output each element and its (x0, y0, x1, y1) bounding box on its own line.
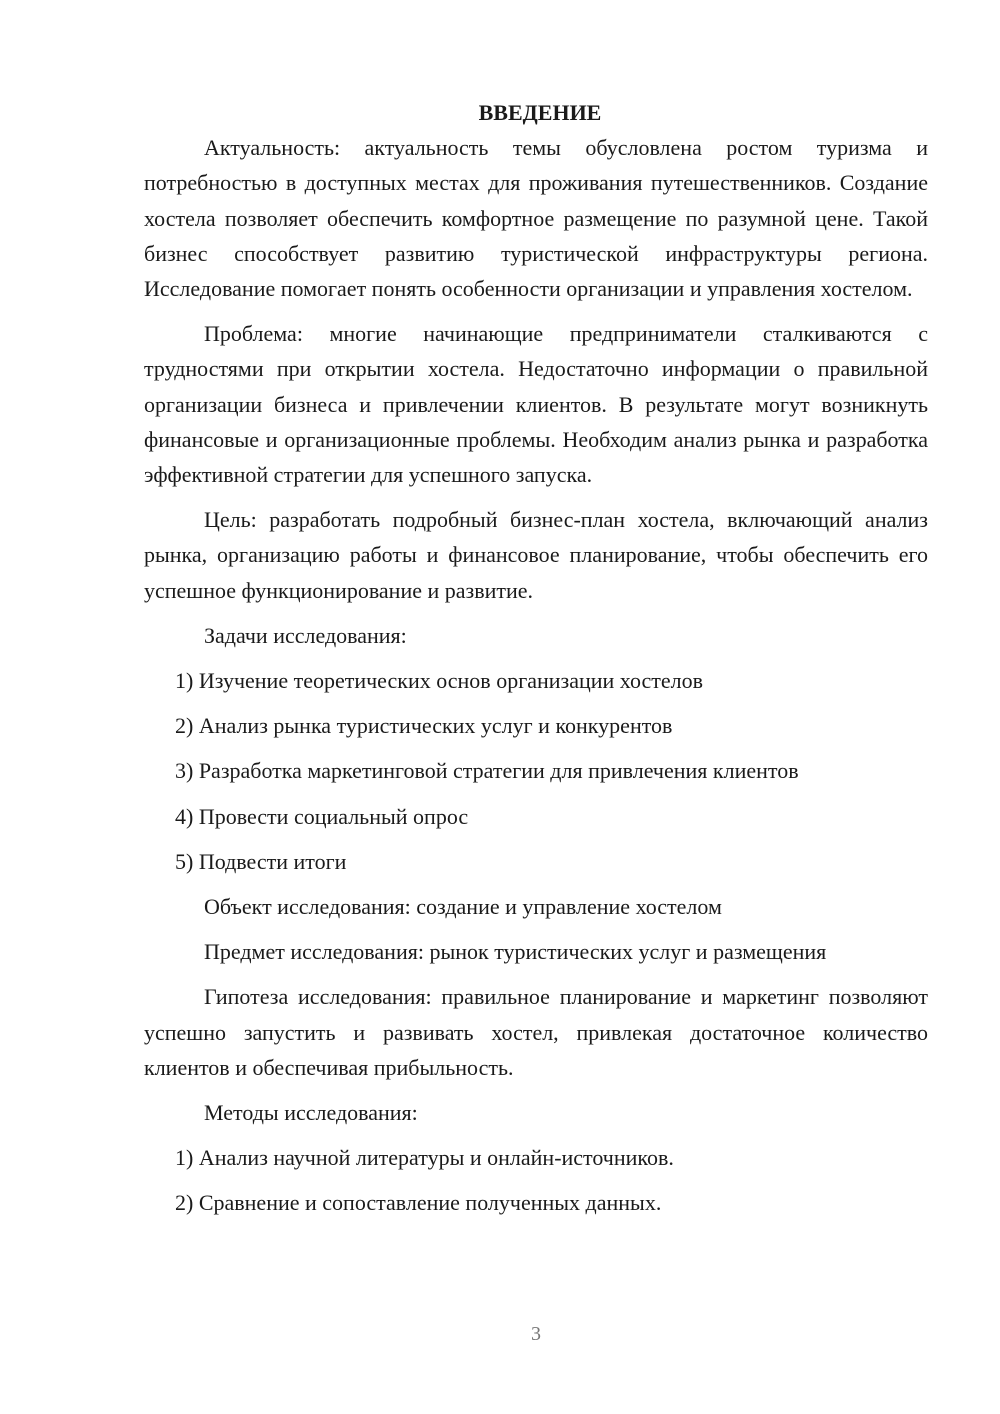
page-number: 3 (531, 1323, 541, 1345)
paragraph-object: Объект исследования: создание и управление хостелом (204, 894, 722, 920)
paragraph-goal: Цель: разработать подробный бизнес-план хостела, включающий анализ рынка, организацию работы и финансовое планирование, чтобы обеспечить его успешное функционирование и развитие. (144, 507, 928, 603)
methods-list (144, 1140, 928, 1220)
page-content (144, 95, 928, 1221)
list-item: 2) Сравнение и сопоставление полученных данных. (175, 1190, 662, 1216)
tasks-list (144, 663, 928, 879)
tasks-heading: Задачи исследования: (204, 622, 407, 648)
section-title: ВВЕДЕНИЕ (478, 100, 602, 125)
list-item: 3) Разработка маркетинговой стратегии для привлечения клиентов (175, 758, 799, 784)
paragraph-relevance: Актуальность: актуальность темы обусловлена ростом туризма и потребностью в доступных местах для проживания путешественников. Создание хостела позволяет обеспечить комфортное размещение по разумной цене. Такой бизнес способствует развитию туристической инфраструктуры региона. Исследование помогает понять особенности организации и управления хостелом. (144, 135, 928, 302)
paragraph-subject: Предмет исследования: рынок туристических услуг и размещения (204, 939, 827, 965)
paragraph-hypothesis: Гипотеза исследования: правильное планирование и маркетинг позволяют успешно запустить и развивать хостел, привлекая достаточное количество клиентов и обеспечивая прибыльность. (144, 984, 928, 1080)
list-item: 2) Анализ рынка туристических услуг и конкурентов (175, 713, 673, 739)
list-item: 5) Подвести итоги (175, 848, 347, 874)
list-item: 4) Провести социальный опрос (175, 803, 469, 829)
methods-heading: Методы исследования: (204, 1100, 418, 1126)
list-item: 1) Анализ научной литературы и онлайн-источников. (175, 1145, 674, 1171)
paragraph-problem: Проблема: многие начинающие предприниматели сталкиваются с трудностями при открытии хостела. Недостаточно информации о правильной организации бизнеса и привлечении клиентов. В результате могут возникнуть финансовые и организационные проблемы. Необходим анализ рынка и разработка эффективной стратегии для успешного запуска. (144, 321, 928, 488)
list-item: 1) Изучение теоретических основ организации хостелов (175, 668, 704, 694)
